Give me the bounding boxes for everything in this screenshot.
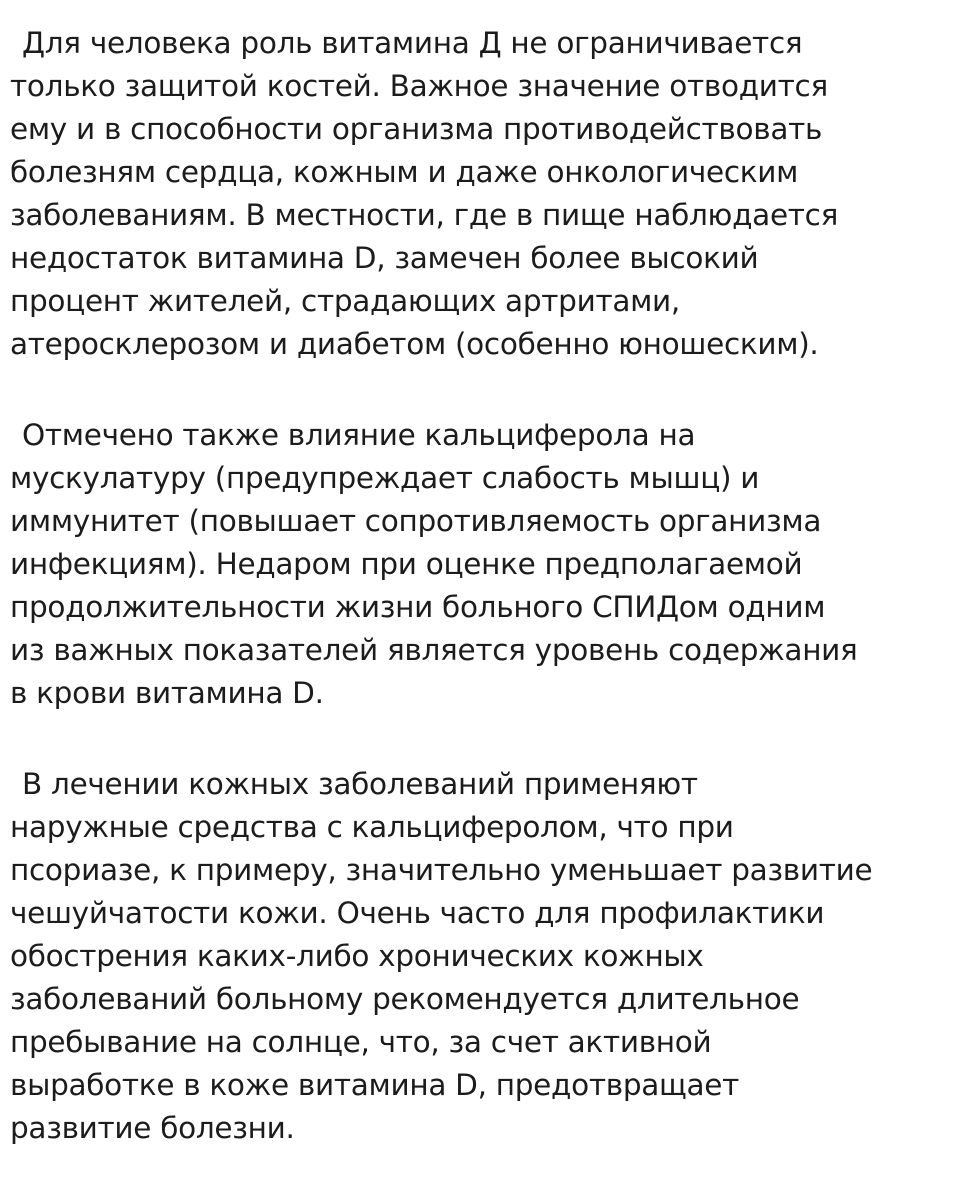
- text-line: болезням сердца, кожным и даже онкологическим: [10, 155, 799, 189]
- text-line: только защитой костей. Важное значение отводится: [10, 69, 828, 103]
- text-line: наружные средства с кальциферолом, что при: [10, 810, 734, 844]
- text-line: выработке в коже витамина D, предотвращает: [10, 1068, 740, 1102]
- text-line: недостаток витамина D, замечен более высокий: [10, 241, 759, 275]
- paragraph-1: [10, 22, 955, 366]
- text-line: псориазе, к примеру, значительно уменьшает развитие: [10, 853, 873, 887]
- text-line: Для человека роль витамина Д не ограничивается: [22, 26, 803, 60]
- paragraph-2: [10, 414, 955, 715]
- text-line: заболеваний больному рекомендуется длительное: [10, 982, 800, 1016]
- text-line: продолжительности жизни больного СПИДом одним: [10, 590, 826, 624]
- text-line: обострения каких-либо хронических кожных: [10, 939, 704, 973]
- text-line: процент жителей, страдающих артритами,: [10, 284, 681, 318]
- text-line: в крови витамина D.: [10, 676, 324, 710]
- text-line: В лечении кожных заболеваний применяют: [22, 767, 698, 801]
- text-line: пребывание на солнце, что, за счет активной: [10, 1025, 712, 1059]
- text-line: из важных показателей является уровень содержания: [10, 633, 858, 667]
- text-line: атеросклерозом и диабетом (особенно юношеским).: [10, 327, 819, 361]
- text-line: ему и в способности организма противодействовать: [10, 112, 823, 146]
- text-line: мускулатуру (предупреждает слабость мышц) и: [10, 461, 760, 495]
- text-line: иммунитет (повышает сопротивляемость организма: [10, 504, 822, 538]
- paragraph-3: [10, 763, 955, 1150]
- text-line: чешуйчатости кожи. Очень часто для профилактики: [10, 896, 825, 930]
- text-line: Отмечено также влияние кальциферола на: [22, 418, 696, 452]
- text-line: инфекциям). Недаром при оценке предполагаемой: [10, 547, 803, 581]
- text-line: развитие болезни.: [10, 1111, 295, 1145]
- text-line: заболеваниям. В местности, где в пище наблюдается: [10, 198, 839, 232]
